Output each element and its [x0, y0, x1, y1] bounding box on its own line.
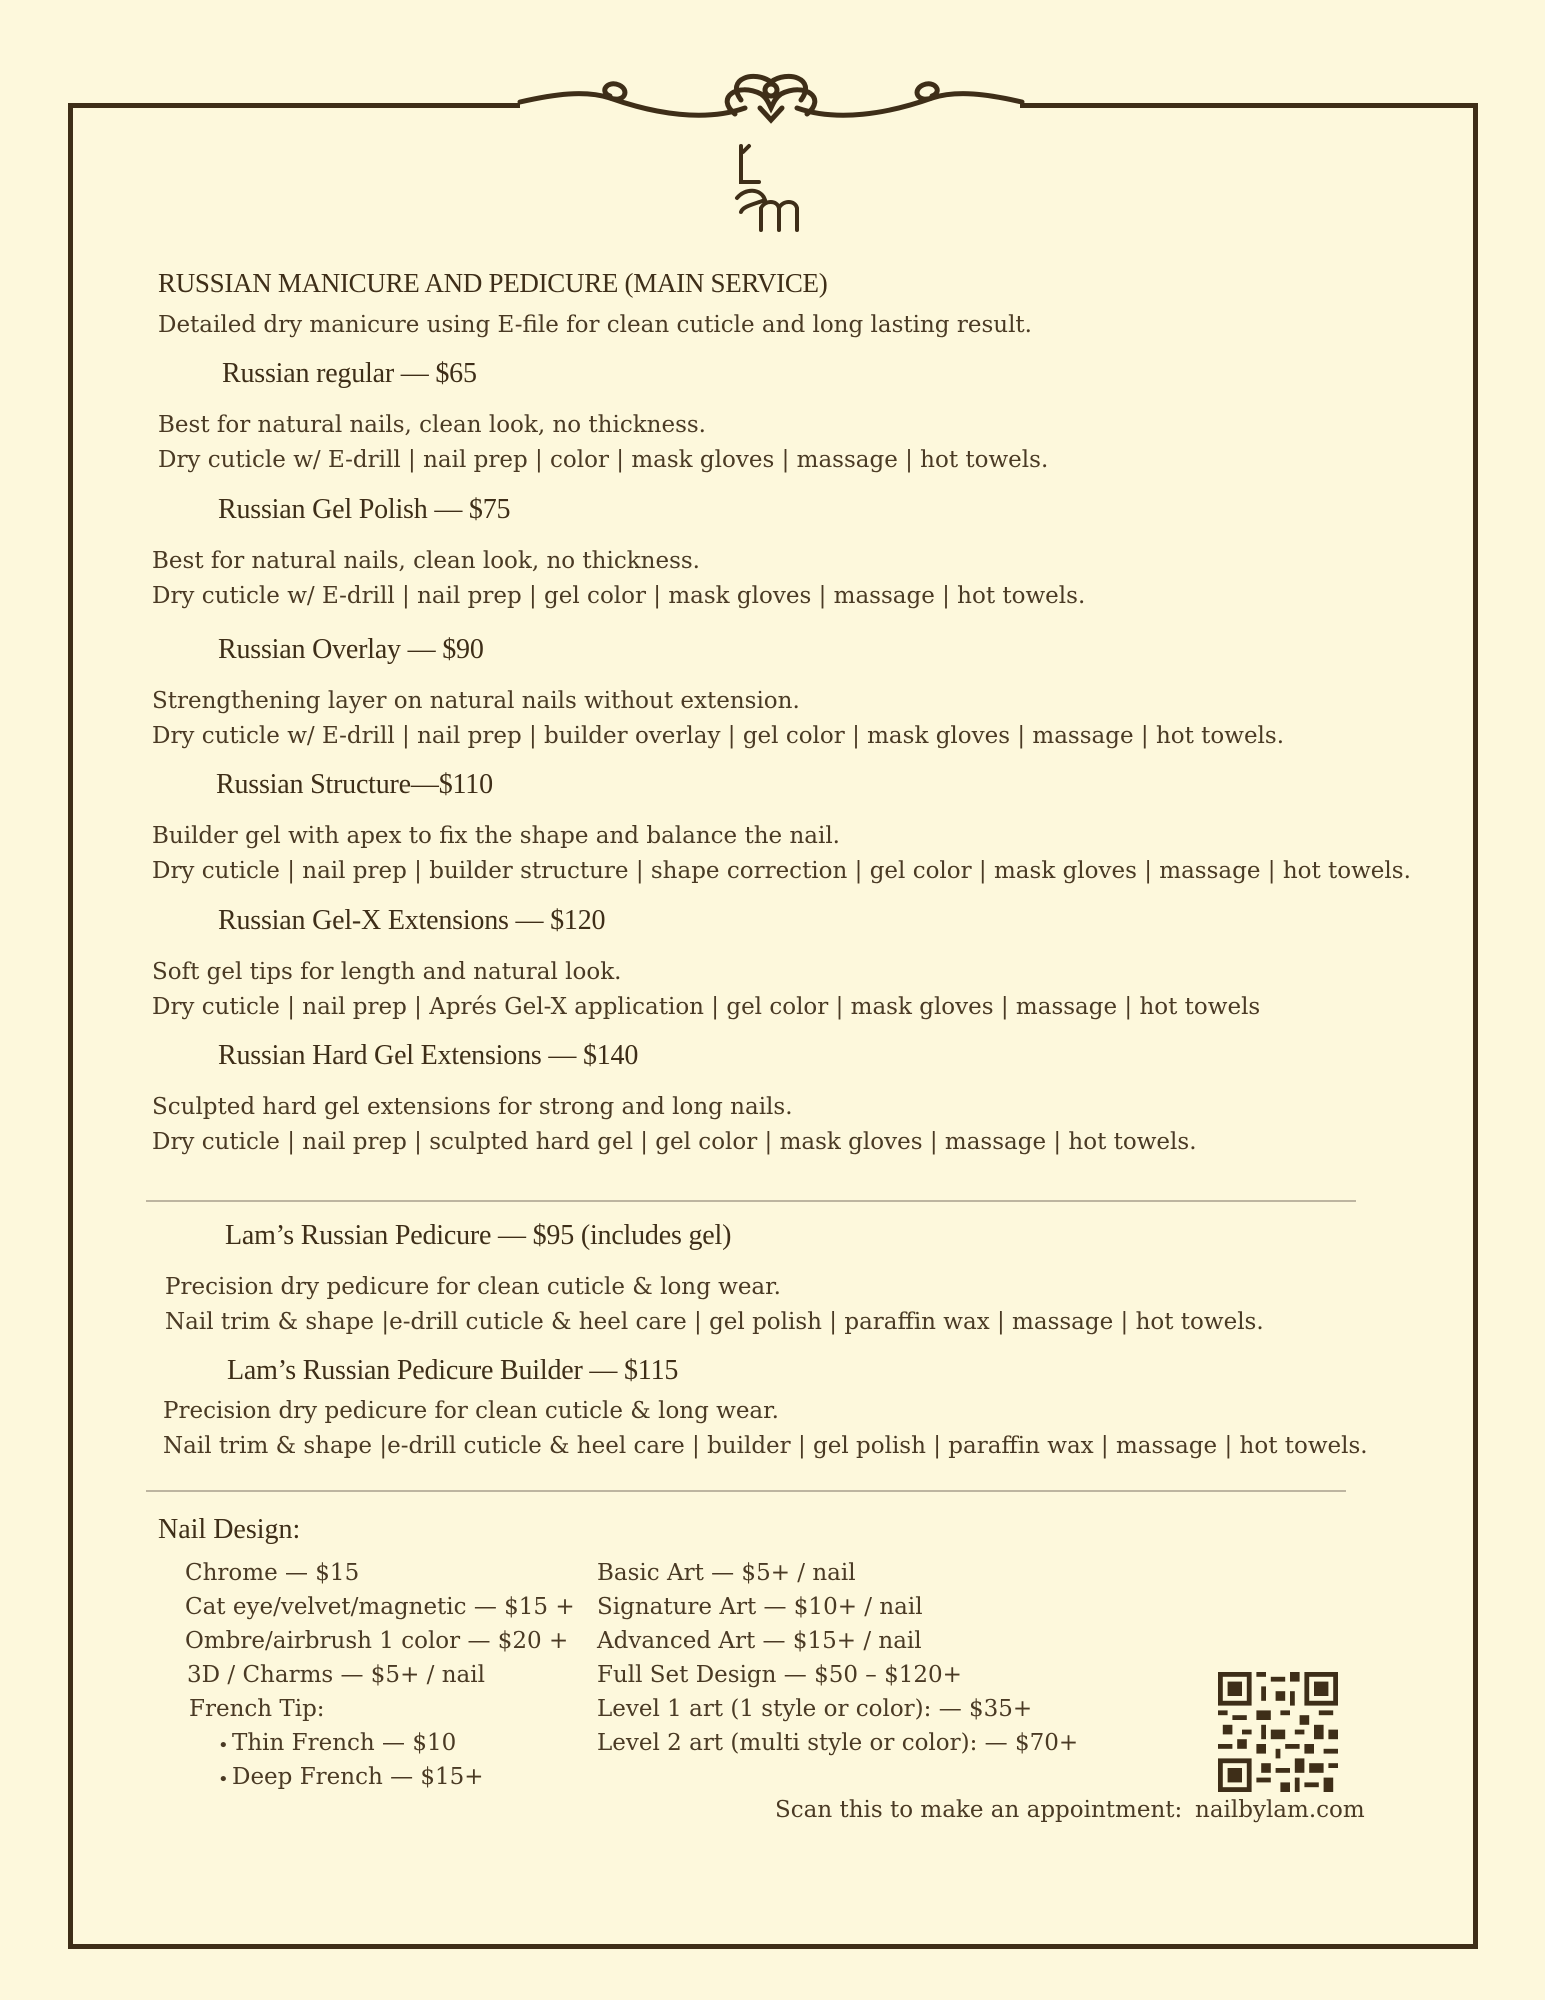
- service-name: Russian Gel-X Extensions — $120: [218, 905, 606, 936]
- bullet-icon: •: [218, 1769, 229, 1790]
- website-link[interactable]: nailbylam.com: [1195, 1797, 1365, 1823]
- service-name: Russian Overlay — $90: [218, 634, 484, 665]
- pedicure-name: Lam’s Russian Pedicure Builder — $115: [227, 1355, 679, 1386]
- service-details: Dry cuticle w/ E-drill | nail prep | color | mask gloves | massage | hot towels.: [158, 447, 1049, 473]
- scroll-ornament-icon: [515, 68, 1027, 134]
- service-details: Dry cuticle w/ E-drill | nail prep | gel color | mask gloves | massage | hot towels.: [152, 583, 1086, 609]
- lam-monogram-icon: [725, 142, 815, 234]
- qr-code-icon[interactable]: [1218, 1672, 1338, 1792]
- section-divider: [146, 1200, 1356, 1202]
- service-description: Best for natural nails, clean look, no thickness.: [158, 412, 706, 438]
- service-details: Dry cuticle w/ E-drill | nail prep | builder overlay | gel color | mask gloves | massage | hot towels.: [152, 723, 1285, 749]
- section-divider: [146, 1490, 1346, 1492]
- service-description: Sculpted hard gel extensions for strong and long nails.: [152, 1094, 793, 1120]
- service-name: Russian regular — $65: [222, 358, 477, 389]
- service-description: Strengthening layer on natural nails without extension.: [152, 688, 800, 714]
- service-details: Dry cuticle | nail prep | sculpted hard gel | gel color | mask gloves | massage | hot towels.: [152, 1129, 1197, 1155]
- french-item: Thin French — $10: [232, 1730, 457, 1756]
- design-item: Chrome — $15: [185, 1560, 360, 1586]
- scan-instruction: Scan this to make an appointment:: [775, 1797, 1183, 1823]
- design-item: Advanced Art — $15+ / nail: [597, 1628, 922, 1654]
- service-name: Russian Structure—$110: [216, 769, 493, 800]
- design-item: Signature Art — $10+ / nail: [597, 1594, 923, 1620]
- pedicure-description: Precision dry pedicure for clean cuticle & long wear.: [163, 1398, 779, 1424]
- design-item: Level 1 art (1 style or color): — $35+: [597, 1696, 1033, 1722]
- service-name: Russian Hard Gel Extensions — $140: [218, 1040, 639, 1071]
- service-description: Builder gel with apex to fix the shape and balance the nail.: [152, 823, 840, 849]
- nail-design-title: Nail Design:: [158, 1514, 301, 1545]
- pedicure-description: Precision dry pedicure for clean cuticle & long wear.: [165, 1274, 781, 1300]
- service-details: Dry cuticle | nail prep | Aprés Gel-X application | gel color | mask gloves | massage | hot towels: [152, 994, 1261, 1020]
- design-item: Full Set Design — $50 – $120+: [597, 1662, 962, 1688]
- french-item: Deep French — $15+: [232, 1764, 484, 1790]
- service-description: Soft gel tips for length and natural look.: [152, 959, 622, 985]
- pedicure-name: Lam’s Russian Pedicure — $95 (includes gel): [225, 1220, 732, 1251]
- pedicure-details: Nail trim & shape |e-drill cuticle & heel care | builder | gel polish | paraffin wax | massage | hot towels.: [163, 1433, 1368, 1459]
- design-item: 3D / Charms — $5+ / nail: [187, 1662, 485, 1688]
- pedicure-details: Nail trim & shape |e-drill cuticle & heel care | gel polish | paraffin wax | massage | hot towels.: [165, 1309, 1264, 1335]
- service-name: Russian Gel Polish — $75: [218, 494, 511, 525]
- main-service-description: Detailed dry manicure using E-file for clean cuticle and long lasting result.: [158, 312, 1032, 338]
- bullet-icon: •: [218, 1735, 229, 1756]
- design-item: Level 2 art (multi style or color): — $70+: [597, 1730, 1079, 1756]
- design-item: Cat eye/velvet/magnetic — $15 +: [185, 1594, 575, 1620]
- main-service-title: RUSSIAN MANICURE AND PEDICURE (MAIN SERVICE): [158, 268, 828, 298]
- design-item: French Tip:: [189, 1696, 325, 1722]
- design-item: Ombre/airbrush 1 color — $20 +: [185, 1628, 569, 1654]
- service-details: Dry cuticle | nail prep | builder structure | shape correction | gel color | mask gloves | massage | hot towels.: [152, 858, 1411, 884]
- design-item: Basic Art — $5+ / nail: [597, 1560, 856, 1586]
- service-description: Best for natural nails, clean look, no thickness.: [152, 548, 700, 574]
